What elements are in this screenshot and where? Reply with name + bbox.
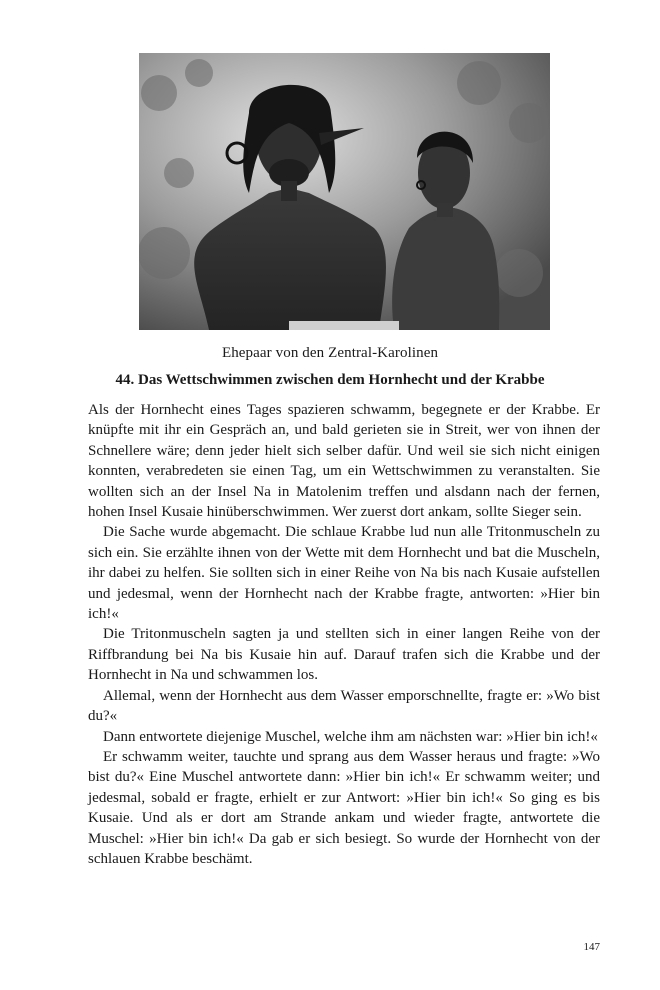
paragraph: Dann entwortete diejenige Muschel, welche ihm am nächsten war: »Hier bin ich!« bbox=[103, 728, 598, 745]
paragraph: Allemal, wenn der Hornhecht aus dem Wasser emporschnellte, fragte er: »Wo bist du?« bbox=[88, 687, 600, 725]
figure-caption: Ehepaar von den Zentral-Karolinen bbox=[221, 345, 439, 361]
paragraph: Die Sache wurde abgemacht. Die schlaue Krabbe lud nun alle Tritonmuscheln zu sich ein. Sie erzählte ihnen von der Wette mit dem Hornhecht und bat die Muscheln, ihr dabei zu helfen. Sie sollten sich in einer Reihe von Na bis nach Kusaie aufstellen und jedesmal, wenn der Hornhecht nach der Krabbe fragte, antworten: »Hier bin ich!« bbox=[88, 524, 600, 623]
story-title: 44. Das Wettschwimmen zwischen dem Hornhecht und der Krabbe bbox=[115, 372, 545, 388]
story-body bbox=[88, 400, 600, 869]
paragraph: Die Tritonmuscheln sagten ja und stellten sich in einer langen Reihe von der Riffbrandung bei Na bis Kusaie hin auf. Darauf trafen sich die Krabbe und der Hornhecht in Na und schwammen los. bbox=[88, 626, 600, 684]
couple-photograph bbox=[139, 53, 550, 330]
page-number: 147 bbox=[583, 941, 600, 953]
paragraph: Als der Hornhecht eines Tages spazieren schwamm, begegnete er der Krabbe. Er knüpfte mit ihr ein Gespräch an, und bald gerieten sie in Streit, wer von ihnen der Schnellere wäre; denn jeder hielt sich selber dafür. Und weil sie sich nicht einigen konnten, verabredeten sie einen Tag, um ein Wettschwimmen zu veranstalten. Sie wollten sich an der Insel Na in Matolenim treffen und alsdann nach der fernen, hohen Insel Kusaie hinüberschwimmen. Wer zuerst dort ankam, sollte Sieger sein. bbox=[88, 402, 600, 521]
photo-illustration bbox=[139, 53, 550, 330]
paragraph: Er schwamm weiter, tauchte und sprang aus dem Wasser heraus und fragte: »Wo bist du?« Eine Muschel antwortete dann: »Hier bin ich!« Er schwamm weiter; und jedesmal, sobald er fragte, erhielt er zur Antwort: »Hier bin ich!« So ging es bis Kusaie. Und als er dort am Strande ankam und wieder fragte, antwortete die Muschel: »Hier bin ich!« Da gab er sich besiegt. So wurde der Hornhecht von der schlauen Krabbe beschämt. bbox=[88, 748, 600, 867]
